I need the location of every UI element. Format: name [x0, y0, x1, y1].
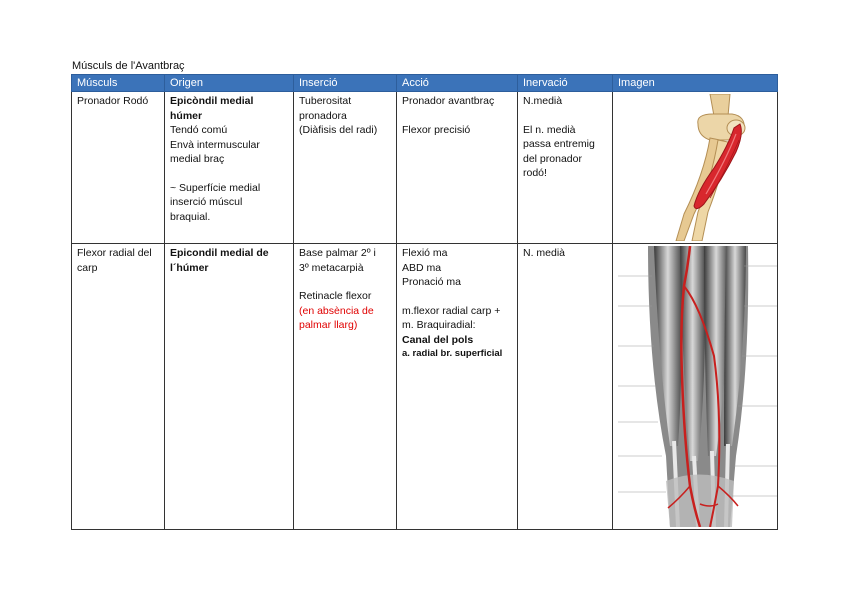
insertion-line: Retinacle flexor: [299, 290, 372, 302]
muscle-name-cell: [72, 244, 165, 530]
action-line: m.flexor radial carp +: [402, 304, 501, 317]
image-cell: [613, 244, 778, 530]
action-line: ABD ma: [402, 261, 442, 274]
origin-line: Envà intermuscular: [170, 138, 260, 151]
origin-note-line: braquial.: [170, 210, 211, 223]
innervation-line: N.medià: [523, 95, 563, 107]
action-line: Pronació ma: [402, 276, 461, 288]
muscle-name: Pronador Rodó: [77, 95, 149, 107]
action-small-bold-line: a. radial br. superficial: [402, 348, 503, 359]
origin-line: Tendó comú: [170, 124, 228, 136]
origin-bold-line: húmer: [170, 109, 203, 122]
image-cell: [613, 92, 778, 244]
action-cell: [397, 92, 518, 244]
insertion-cell: [294, 92, 397, 244]
origin-bold-line: Epicondil medial de: [170, 247, 269, 259]
column-header-origin: Origen: [165, 75, 294, 92]
origin-bold-line: Epicòndil medial: [170, 95, 254, 107]
origin-note-line: ~ Superfície medial: [170, 181, 261, 194]
innervation-note-line: El n. medià: [523, 123, 576, 136]
innervation-cell: [518, 92, 613, 244]
insertion-cell: [294, 244, 397, 530]
document-title: Músculs de l'Avantbraç: [72, 60, 185, 72]
action-line: Flexor precisió: [402, 123, 471, 136]
innervation-cell: [518, 244, 613, 530]
pronator-teres-anatomy-icon: [618, 94, 778, 241]
column-header-action: Acció: [397, 75, 518, 92]
innervation-note-line: rodó!: [523, 167, 547, 179]
insertion-line: (Diàfisis del radi): [299, 124, 378, 136]
origin-bold-line: l´húmer: [170, 261, 209, 274]
action-bold-line: Canal del pols: [402, 333, 474, 346]
insertion-line: Base palmar 2º i: [299, 247, 376, 259]
action-line: m. Braquiradial:: [402, 319, 476, 331]
insertion-red-line: (en absència de: [299, 304, 374, 317]
innervation-note-line: passa entremig: [523, 138, 595, 150]
muscles-table: [71, 74, 778, 530]
action-cell: [397, 244, 518, 530]
muscle-name: Flexor radial del carp: [77, 247, 152, 274]
origin-note-line: inserció múscul: [170, 196, 243, 208]
insertion-line: Tuberositat: [299, 95, 352, 107]
insertion-line: pronadora: [299, 109, 347, 122]
insertion-line: 3º metacarpià: [299, 261, 364, 274]
origin-cell: [165, 92, 294, 244]
table-row: [72, 244, 778, 530]
origin-cell: [165, 244, 294, 530]
insertion-red-line: palmar llarg): [299, 319, 358, 331]
table-row: [72, 92, 778, 244]
forearm-flexor-muscles-icon: [618, 246, 778, 527]
table-header-row: [72, 75, 778, 92]
muscle-name-cell: [72, 92, 165, 244]
innervation-line: N. medià: [523, 247, 566, 259]
column-header-insertion: Inserció: [294, 75, 397, 92]
innervation-note-line: del pronador: [523, 152, 582, 165]
action-line: Flexió ma: [402, 247, 448, 259]
action-line: Pronador avantbraç: [402, 95, 495, 107]
column-header-innervation: Inervació: [518, 75, 613, 92]
column-header-muscles: Músculs: [72, 75, 165, 92]
column-header-image: Imagen: [613, 75, 778, 92]
origin-line: medial braç: [170, 153, 225, 165]
